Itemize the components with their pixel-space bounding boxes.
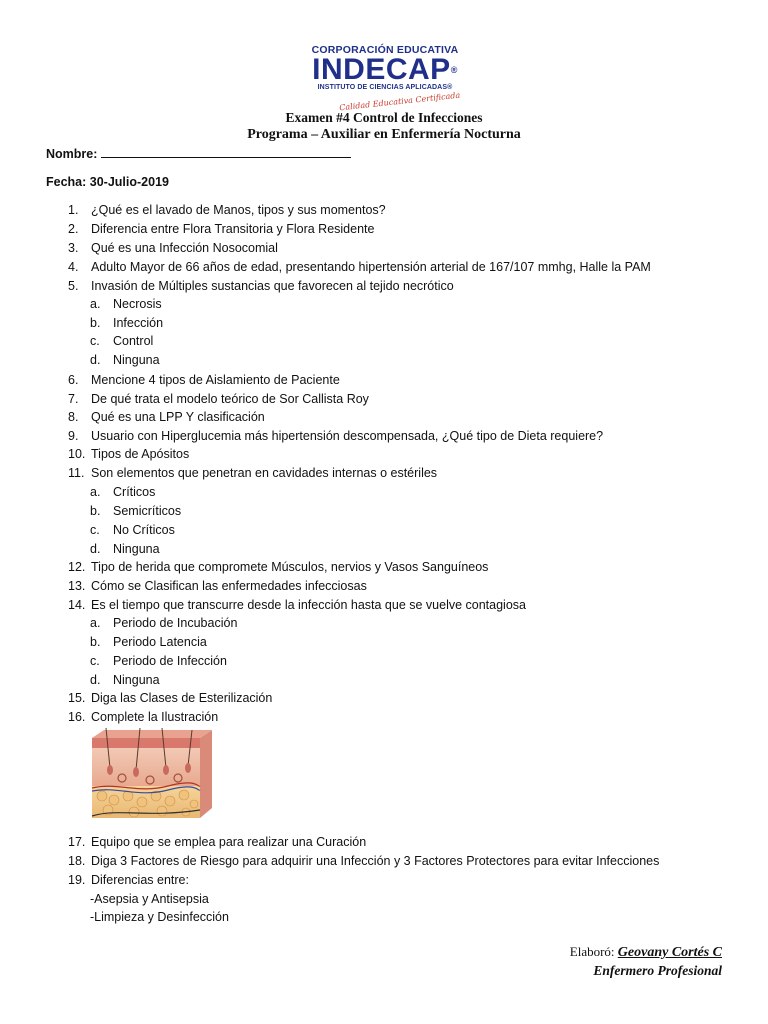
q19-item-1: -Asepsia y Antisepsia — [90, 892, 209, 906]
question-number: 10. — [68, 447, 86, 461]
question-3 — [68, 241, 278, 255]
question-number: 4. — [68, 260, 79, 274]
q11-option-d — [90, 542, 160, 556]
question-text: Diga las Clases de Esterilización — [91, 691, 273, 705]
question-text: Usuario con Hiperglucemia más hipertensión descompensada, ¿Qué tipo de Dieta requiere? — [91, 429, 604, 443]
option-text: Periodo Latencia — [113, 635, 207, 649]
question-number: 13. — [68, 579, 86, 593]
option-text: Ninguna — [113, 542, 160, 556]
question-number: 19. — [68, 873, 86, 887]
option-text: No Críticos — [113, 523, 175, 537]
indecap-logo — [300, 44, 470, 114]
name-field — [46, 147, 351, 161]
question-19 — [68, 873, 189, 887]
question-text: Adulto Mayor de 66 años de edad, presentando hipertensión arterial de 167/107 mmhg, Halle la PAM — [91, 260, 651, 274]
q19-item-2: -Limpieza y Desinfección — [90, 910, 229, 924]
option-letter: c. — [90, 334, 100, 348]
option-letter: c. — [90, 654, 100, 668]
skin-layers-illustration — [88, 728, 214, 820]
question-text: Diferencias entre: — [91, 873, 189, 887]
question-number: 14. — [68, 598, 86, 612]
option-letter: b. — [90, 316, 101, 330]
question-text: Invasión de Múltiples sustancias que favorecen al tejido necrótico — [91, 279, 454, 293]
question-number: 6. — [68, 373, 79, 387]
q14-option-d — [90, 673, 160, 687]
question-15 — [68, 691, 272, 705]
question-1 — [68, 203, 386, 217]
question-10 — [68, 447, 189, 461]
q14-option-c — [90, 654, 227, 668]
question-5 — [68, 279, 454, 293]
option-text: Control — [113, 334, 154, 348]
name-label: Nombre: — [46, 147, 98, 161]
q14-option-a — [90, 616, 237, 630]
logo-brand — [300, 53, 470, 86]
question-9 — [68, 429, 603, 443]
question-number: 5. — [68, 279, 79, 293]
question-number: 2. — [68, 222, 79, 236]
question-number: 16. — [68, 710, 86, 724]
q5-option-b — [90, 316, 163, 330]
question-6 — [68, 373, 340, 387]
exam-title: Examen #4 Control de Infecciones — [285, 110, 483, 125]
question-number: 11. — [68, 466, 85, 480]
option-letter: d. — [90, 542, 101, 556]
question-text: ¿Qué es el lavado de Manos, tipos y sus momentos? — [91, 203, 386, 217]
signature-name: Geovany Cortés C — [617, 945, 722, 960]
logo-subtitle: INSTITUTO DE CIENCIAS APLICADAS® — [317, 84, 453, 91]
question-number: 8. — [68, 410, 79, 424]
question-2 — [68, 222, 374, 236]
question-number: 9. — [68, 429, 79, 443]
option-text: Ninguna — [113, 673, 160, 687]
logo-reg-mark: ® — [450, 65, 458, 75]
option-text: Semicríticos — [113, 504, 182, 518]
question-number: 12. — [68, 560, 86, 574]
signature-block — [570, 944, 722, 979]
question-text: Cómo se Clasifican las enfermedades infecciosas — [91, 579, 367, 593]
option-text: Ninguna — [113, 353, 160, 367]
option-letter: a. — [90, 297, 101, 311]
question-text: De qué trata el modelo teórico de Sor Callista Roy — [91, 392, 369, 406]
q11-option-b — [90, 504, 181, 518]
question-number: 1. — [68, 203, 79, 217]
logo-script: Calidad Educativa Certificada — [339, 90, 461, 113]
question-text: Complete la Ilustración — [91, 710, 219, 724]
program-title: Programa – Auxiliar en Enfermería Nocturna — [247, 127, 521, 142]
question-text: Tipo de herida que compromete Músculos, nervios y Vasos Sanguíneos — [91, 560, 489, 574]
skin-surface — [92, 730, 212, 738]
question-text: Qué es una LPP Y clasificación — [91, 410, 265, 424]
question-16 — [68, 710, 218, 724]
signature-line — [570, 944, 722, 961]
question-17 — [68, 835, 366, 849]
option-letter: d. — [90, 673, 101, 687]
question-text: Diga 3 Factores de Riesgo para adquirir una Infección y 3 Factores Protectores para evitar Infecciones — [91, 854, 660, 868]
skin-block-side — [200, 730, 212, 818]
question-7 — [68, 392, 369, 406]
question-number: 3. — [68, 241, 79, 255]
option-text: Infección — [113, 316, 164, 330]
q5-option-a — [90, 297, 162, 311]
question-11 — [68, 466, 437, 480]
logo-brand-text: INDECAP — [312, 53, 451, 86]
question-text: Es el tiempo que transcurre desde la infección hasta que se vuelve contagiosa — [91, 598, 526, 612]
question-text: Qué es una Infección Nosocomial — [91, 241, 278, 255]
question-13 — [68, 579, 367, 593]
option-letter: c. — [90, 523, 100, 537]
question-number: 18. — [68, 854, 86, 868]
question-number: 7. — [68, 392, 79, 406]
question-8 — [68, 410, 265, 424]
question-14 — [68, 598, 526, 612]
option-text: Periodo de Infección — [113, 654, 227, 668]
question-number: 17. — [68, 835, 86, 849]
option-letter: d. — [90, 353, 101, 367]
question-text: Mencione 4 tipos de Aislamiento de Paciente — [91, 373, 340, 387]
question-18 — [68, 854, 659, 868]
question-text: Tipos de Apósitos — [91, 447, 190, 461]
logo-top-text: CORPORACIÓN EDUCATIVA — [311, 44, 459, 56]
signature-role: Enfermero Profesional — [593, 963, 722, 978]
option-letter: a. — [90, 616, 101, 630]
question-number: 15. — [68, 691, 86, 705]
signature-label: Elaboró: — [569, 944, 618, 959]
question-12 — [68, 560, 488, 574]
option-letter: b. — [90, 504, 101, 518]
q11-option-c — [90, 523, 175, 537]
date-field: Fecha: 30-Julio-2019 — [46, 175, 169, 189]
option-letter: a. — [90, 485, 101, 499]
option-text: Necrosis — [113, 297, 162, 311]
name-blank-line[interactable] — [101, 147, 351, 158]
option-letter: b. — [90, 635, 101, 649]
q14-option-b — [90, 635, 207, 649]
question-4 — [68, 260, 651, 274]
option-text: Críticos — [113, 485, 156, 499]
question-text: Diferencia entre Flora Transitoria y Flora Residente — [91, 222, 375, 236]
question-text: Equipo que se emplea para realizar una Curación — [91, 835, 367, 849]
question-text: Son elementos que penetran en cavidades internas o estériles — [91, 466, 438, 480]
q5-option-d — [90, 353, 160, 367]
q5-option-c — [90, 334, 153, 348]
option-text: Periodo de Incubación — [113, 616, 238, 630]
q11-option-a — [90, 485, 155, 499]
